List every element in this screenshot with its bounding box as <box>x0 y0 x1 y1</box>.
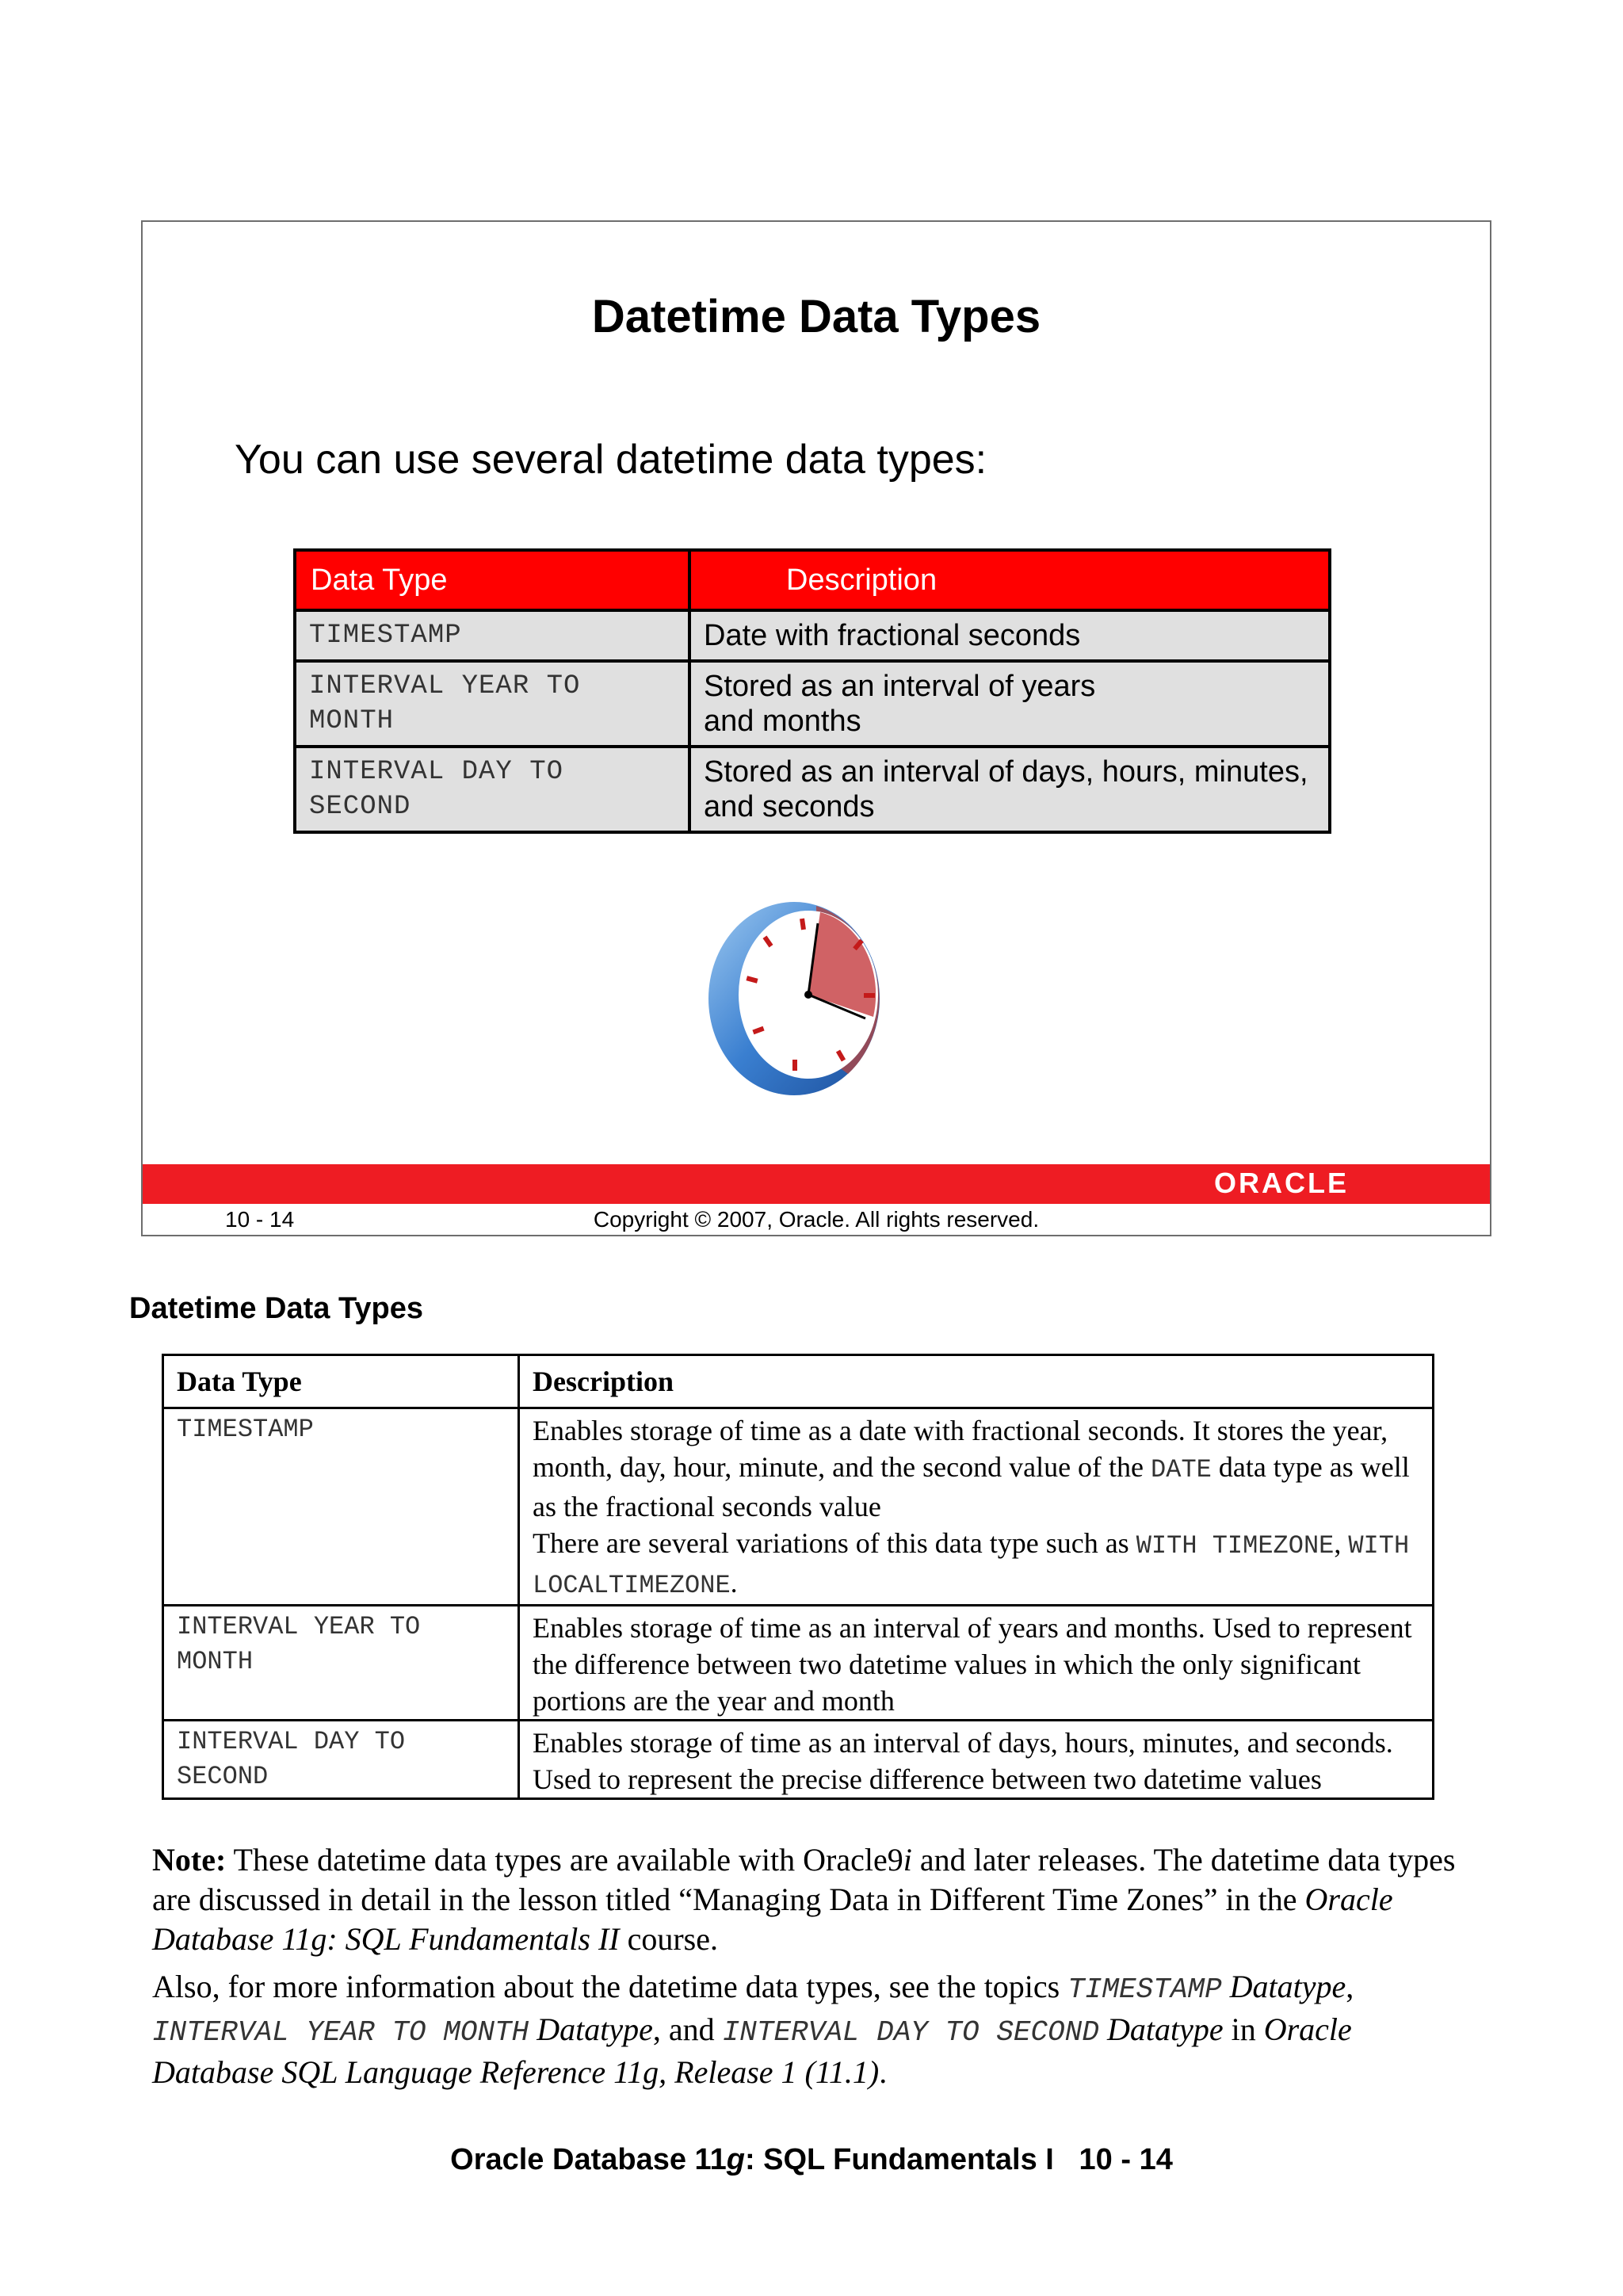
notes-type-cell <box>163 1606 519 1721</box>
desc-line: Stored as an interval of years <box>704 670 1096 703</box>
note-label: Note: <box>152 1842 227 1878</box>
topic-italic: Datatype <box>529 2011 653 2047</box>
notes-table-header <box>163 1355 1434 1408</box>
topic-code: INTERVAL YEAR TO MONTH <box>152 2016 529 2049</box>
note-text: These datetime data types are available with Oracle9 <box>226 1842 903 1878</box>
desc-text: , <box>1334 1527 1349 1559</box>
slide-desc-cell <box>689 747 1330 832</box>
topic-code: TIMESTAMP <box>1067 1973 1222 2006</box>
table-row <box>163 1606 1434 1721</box>
slide-table-header <box>295 550 1330 610</box>
table-row <box>163 1721 1434 1799</box>
note-text: in <box>1223 2011 1264 2047</box>
note-text: course. <box>619 1921 718 1957</box>
oracle-logo: ORACLE <box>1214 1167 1349 1199</box>
slide-title: Datetime Data Types <box>591 291 1041 342</box>
footer-italic: g <box>726 2143 745 2176</box>
footer-text: : SQL Fundamentals I <box>744 2143 1054 2176</box>
topic-italic: Datatype <box>1098 2011 1224 2047</box>
note-paragraph <box>152 1840 1468 1959</box>
desc-line: and months <box>704 705 861 738</box>
table-row <box>163 1408 1434 1606</box>
slide-type-cell: TIMESTAMP <box>295 610 689 661</box>
slide-header-datatype: Data Type <box>295 550 689 610</box>
page-footer <box>0 2143 1623 2177</box>
type-line: MONTH <box>177 1647 254 1676</box>
table-row <box>295 610 1330 661</box>
slide-type-cell <box>295 661 689 747</box>
topic-code: INTERVAL DAY TO SECOND <box>722 2016 1099 2049</box>
notes-desc-cell: Enables storage of time as an interval of days, hours, minutes, and seconds. Used to represent the precise difference between two datetime values <box>519 1721 1434 1799</box>
note-text: . <box>879 2054 888 2090</box>
notes-header-datatype: Data Type <box>163 1355 519 1408</box>
desc-code: WITH TIMEZONE <box>1136 1531 1335 1561</box>
notes-heading: Datetime Data Types <box>129 1292 423 1325</box>
desc-text: data type as well as the fractional seconds value <box>533 1451 1410 1522</box>
type-line: INTERVAL DAY TO <box>309 757 564 787</box>
footer-page-number: 10 - 14 <box>1079 2143 1173 2176</box>
slide-intro: You can use several datetime data types: <box>235 437 987 483</box>
type-line: SECOND <box>309 792 411 822</box>
also-paragraph <box>152 1967 1468 2092</box>
notes-type-cell <box>163 1721 519 1799</box>
notes-desc-cell: Enables storage of time as an interval of years and months. Used to represent the difference between two datetime values in which the only significant portions are the year and month <box>519 1606 1434 1721</box>
desc-text: . <box>730 1567 738 1599</box>
note-text: Also, for more information about the datetime data types, see the topics <box>152 1969 1068 2004</box>
topic-italic: Datatype <box>1221 1969 1346 2004</box>
slide-datatype-table <box>293 548 1331 834</box>
reference-title: Oracle Database SQL Language Reference 11g, Release 1 (11.1) <box>152 2011 1352 2090</box>
slide-header-description: Description <box>689 550 1330 610</box>
clock-center <box>804 991 812 999</box>
table-row <box>295 747 1330 832</box>
type-line: INTERVAL YEAR TO <box>177 1612 421 1641</box>
type-line: MONTH <box>309 706 395 736</box>
slide-type-cell <box>295 747 689 832</box>
footer-text: Oracle Database 11 <box>450 2143 727 2176</box>
notes-header-description: Description <box>519 1355 1434 1408</box>
desc-text: There are several variations of this data type such as <box>533 1527 1136 1559</box>
note-text: , and <box>652 2011 723 2047</box>
slide-number: 10 - 14 <box>225 1207 295 1232</box>
note-italic: i <box>903 1842 912 1878</box>
note-text: , <box>1346 1969 1354 2004</box>
notes-desc-cell <box>519 1408 1434 1606</box>
desc-line: and seconds <box>704 790 875 823</box>
type-line: INTERVAL DAY TO <box>177 1727 406 1756</box>
slide <box>141 220 1491 1236</box>
desc-code: DATE <box>1151 1455 1212 1484</box>
type-line: SECOND <box>177 1762 269 1791</box>
type-line: INTERVAL YEAR TO <box>309 671 581 701</box>
desc-code: WITH LOCALTIMEZONE <box>533 1531 1410 1600</box>
slide-desc-cell <box>689 661 1330 747</box>
note-text: and later releases. The datetime data types are discussed in detail in the lesson titled “Managing Data in Different Time Zones” in the <box>152 1842 1456 1917</box>
notes-datatype-table <box>162 1354 1434 1800</box>
clock-icon <box>697 892 903 1098</box>
notes-type-cell: TIMESTAMP <box>163 1408 519 1606</box>
desc-line: Stored as an interval of days, hours, minutes, <box>704 755 1308 789</box>
copyright: Copyright © 2007, Oracle. All rights reserved. <box>593 1207 1040 1232</box>
slide-desc-cell: Date with fractional seconds <box>689 610 1330 661</box>
table-row <box>295 661 1330 747</box>
desc-text: Enables storage of time as a date with fractional seconds. It stores the year, month, day, hour, minute, and the second value of the <box>533 1415 1388 1483</box>
course-title: Oracle Database 11g: SQL Fundamentals II <box>152 1881 1393 1957</box>
